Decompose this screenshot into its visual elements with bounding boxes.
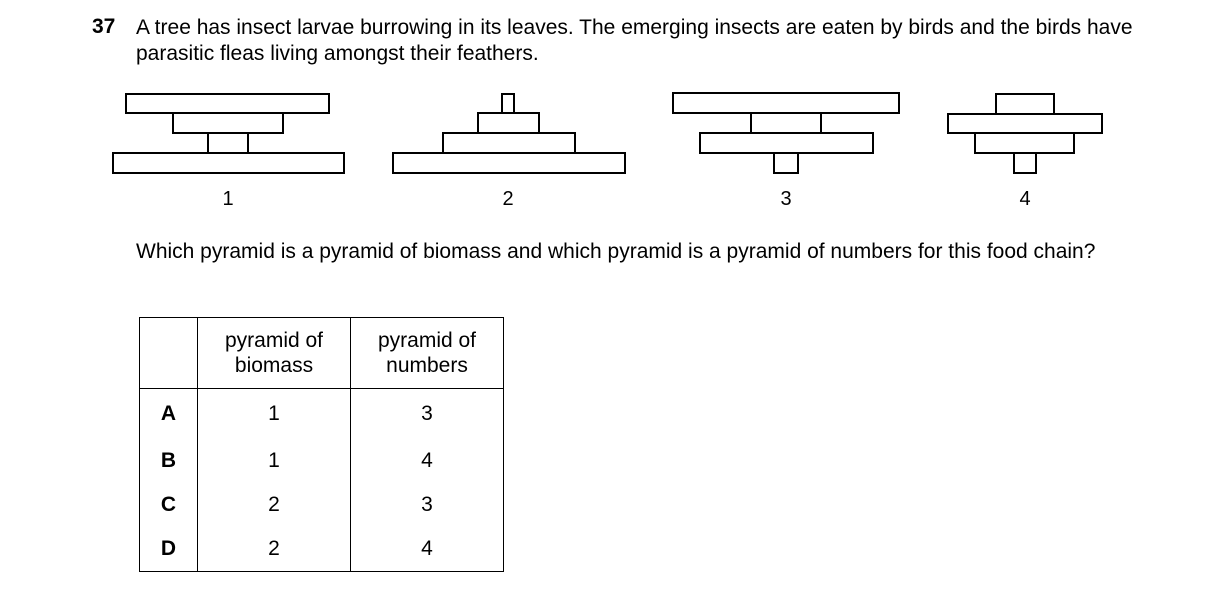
numbers-value: 4 — [351, 439, 504, 483]
pyramid-1-bar-base — [113, 153, 344, 173]
pyramid-3 — [673, 93, 899, 173]
pyramid-2-bar-top — [502, 94, 514, 113]
biomass-value: 2 — [198, 527, 351, 572]
question-prompt: Which pyramid is a pyramid of biomass and which pyramid is a pyramid of numbers for this food chain? — [136, 240, 1096, 263]
pyramid-2-label: 2 — [502, 188, 514, 210]
pyramid-2-bar-3 — [443, 133, 575, 153]
pyramid-3-label: 3 — [780, 188, 792, 210]
option-letter: D — [140, 527, 198, 572]
pyramid-2-bar-base — [393, 153, 625, 173]
table-row[interactable] — [140, 439, 504, 483]
header-empty — [140, 318, 198, 389]
biomass-value: 1 — [198, 439, 351, 483]
pyramid-1-label: 1 — [222, 188, 234, 210]
pyramid-4-bar-top — [996, 94, 1054, 114]
pyramid-2-bar-2 — [478, 113, 539, 133]
question-number: 37 — [92, 15, 116, 38]
table-header-row — [140, 318, 504, 389]
pyramid-3-bar-base — [774, 153, 798, 173]
pyramid-4-bar-3 — [975, 133, 1074, 153]
table-row[interactable] — [140, 483, 504, 527]
pyramid-diagrams — [0, 0, 1216, 220]
pyramid-2 — [393, 94, 625, 173]
pyramid-4-label: 4 — [1019, 188, 1031, 210]
numbers-value: 3 — [351, 389, 504, 440]
pyramid-1-bar-2 — [173, 113, 283, 133]
pyramid-3-bar-top — [673, 93, 899, 113]
biomass-value: 2 — [198, 483, 351, 527]
pyramid-4 — [948, 94, 1102, 173]
pyramid-3-bar-2 — [751, 113, 821, 133]
numbers-value: 3 — [351, 483, 504, 527]
pyramid-4-bar-2 — [948, 114, 1102, 133]
pyramid-1-bar-top — [126, 94, 329, 113]
option-letter: B — [140, 439, 198, 483]
header-biomass: pyramid of biomass — [198, 318, 351, 389]
table-row[interactable] — [140, 527, 504, 572]
pyramid-3-bar-3 — [700, 133, 873, 153]
table-row[interactable] — [140, 389, 504, 440]
answer-table — [139, 317, 504, 572]
pyramid-1 — [113, 94, 344, 173]
numbers-value: 4 — [351, 527, 504, 572]
header-numbers: pyramid of numbers — [351, 318, 504, 389]
pyramid-1-bar-3 — [208, 133, 248, 153]
option-letter: C — [140, 483, 198, 527]
pyramid-4-bar-base — [1014, 153, 1036, 173]
biomass-value: 1 — [198, 389, 351, 440]
option-letter: A — [140, 389, 198, 440]
question-text: A tree has insect larvae burrowing in its leaves. The emerging insects are eaten by birds and the birds have parasitic fleas living amongst their feathers. — [136, 16, 1133, 65]
